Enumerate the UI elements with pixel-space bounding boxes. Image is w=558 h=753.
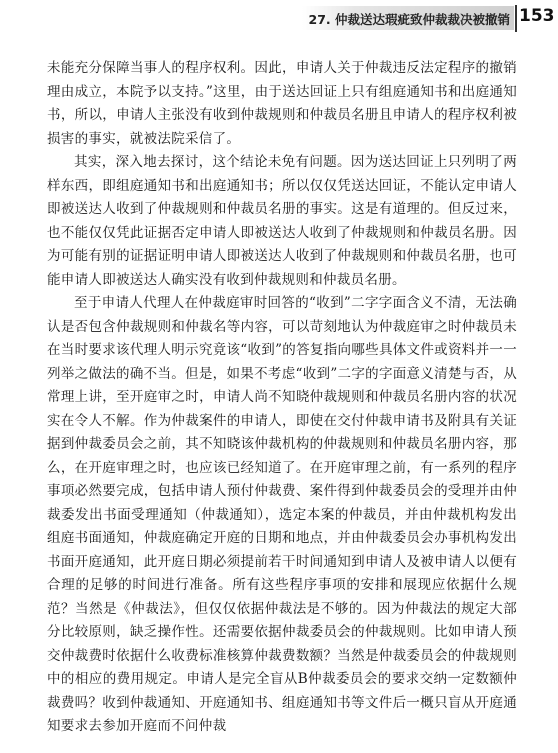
header-divider [515, 5, 517, 32]
paragraph: 至于申请人代理人在仲裁庭审时回答的“收到”二字字面含义不清，无法确认是否包含仲裁规则和仲裁名等内容，可以苛刻地认为仲裁庭审之时仲裁员未在当时要求该代理人明示究竟该“收到”的答复指向哪些具体文件或资料并一一列举之做法的确不当。但是，如果不考虑“收到”二字的字面意义清楚与否，从常理上讲，至开庭审之时，申请人尚不知晓仲裁规则和仲裁员名册内容的状况实在令人不解。作为仲裁案件的申请人，即使在交付仲裁申请书及附具有关证据到仲裁委员会之前，其不知晓该仲裁机构的仲裁规则和仲裁员名册内容，那么，在开庭审理之时，也应该已经知道了。在开庭审理之前，有一系列的程序事项必然要完成，包括申请人预付仲裁费、案件得到仲裁委员会的受理并由仲裁委发出书面受理通知（仲裁通知），选定本案的仲裁员，并由仲裁机构发出组庭书面通知，仲裁庭确定开庭的日期和地点，并由仲裁委员会办事机构发出书面开庭通知，此开庭日期必须提前若干时间通知到申请人及被申请人以便有合理的足够的时间进行准备。所有这些程序事项的安排和展现应依据什么规范？当然是《仲裁法》，但仅仅依据仲裁法是不够的。因为仲裁法的规定大部分比较原则，缺乏操作性。还需要依据仲裁委员会的仲裁规则。比如申请人预交仲裁费时依据什么收费标准核算仲裁费数额？当然是仲裁委员会的仲裁规则中的相应的费用规定。申请人是完全盲从B仲裁委员会的要求交纳一定数额仲裁费吗？收到仲裁通知、开庭通知书、组庭通知书等文件后一概只盲从开庭通知要求去参加开庭而不问仲裁 [47, 295, 517, 734]
paragraph: 其实，深入地去探讨，这个结论未免有问题。因为送达回证上只列明了两样东西，即组庭通知书和出庭通知书；所以仅仅凭送达回证，不能认定申请人即被送达人收到了仲裁规则和仲裁员名册的事实。这是有道理的。但反过来，也不能仅仅凭此证据否定申请人即被送达人收到了仲裁规则和仲裁员名册。因为可能有别的证据证明申请人即被送达人收到了仲裁规则和仲裁员名册，也可能申请人即被送达人确实没有收到仲裁规则和仲裁员名册。 [47, 154, 517, 288]
page-header [0, 0, 558, 40]
body-text [47, 57, 517, 739]
paragraph-continuation: 未能充分保障当事人的程序权利。因此，申请人关于仲裁违反法定程序的撤销理由成立，本院予以支持。”这里，由于送达回证上只有组庭通知书和出庭通知书，所以，申请人主张没有收到仲裁规则和仲裁员名册且申请人的程序权利被损害的事实，就被法院采信了。 [47, 60, 517, 147]
chapter-title: 27. 仲裁送达瑕疵致仲裁裁决被撤销 [308, 12, 510, 27]
page-number: 153 [519, 6, 555, 26]
